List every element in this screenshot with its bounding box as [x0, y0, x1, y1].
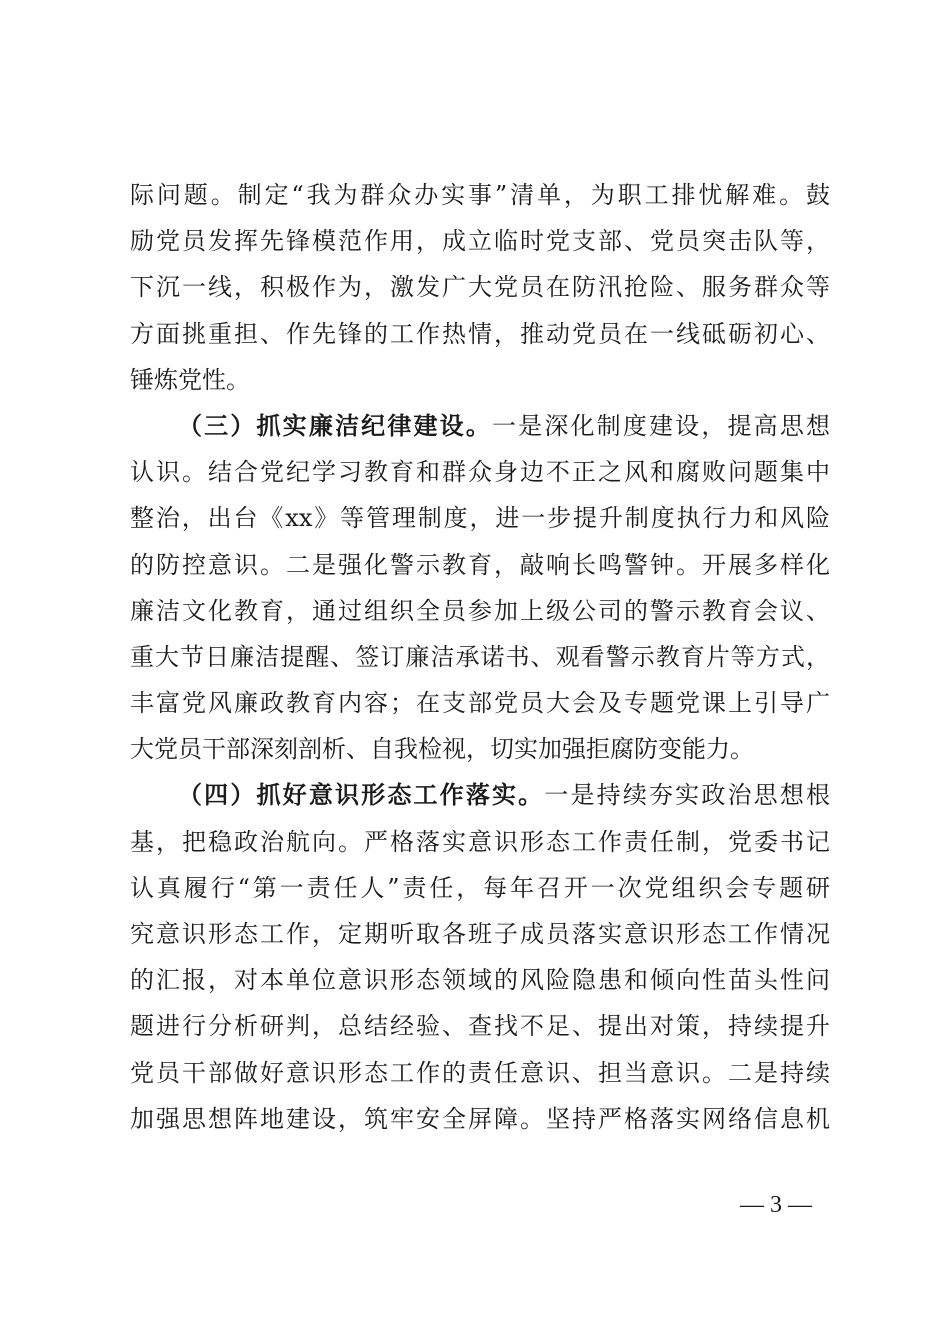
text-segment: 丰富党风廉政教育内容；在支部党员大会及专题党课上引导广 — [130, 689, 830, 718]
text-line — [130, 726, 830, 772]
page-number: — 3 — — [740, 1192, 812, 1218]
text-line — [130, 819, 830, 865]
text-line — [130, 495, 830, 541]
body-text — [130, 172, 830, 1142]
text-segment: 的汇报，对本单位意识形态领域的风险隐患和倾向性苗头性问 — [130, 966, 830, 995]
text-line — [130, 588, 830, 634]
text-segment: 际问题。制定“我为群众办实事”清单，为职工排忧解难。鼓 — [130, 181, 830, 209]
text-segment: 一是深化制度建设，提高思想 — [492, 411, 830, 440]
text-line — [130, 911, 830, 957]
text-line — [130, 1003, 830, 1049]
text-line — [130, 957, 830, 1003]
text-segment: 重大节日廉洁提醒、签订廉洁承诺书、观看警示教育片等方式， — [130, 642, 830, 671]
text-line — [130, 172, 830, 218]
section-heading: （四）抓好意识形态工作落实。 — [178, 780, 545, 810]
text-line — [130, 357, 830, 403]
section-heading: （三）抓实廉洁纪律建设。 — [178, 410, 492, 440]
text-line — [130, 542, 830, 588]
text-segment: 题进行分析研判，总结经验、查找不足、提出对策，持续提升 — [130, 1012, 830, 1041]
text-segment: 认真履行“第一责任人”责任，每年召开一次党组织会专题研 — [130, 873, 830, 902]
text-segment: 方面挑重担、作先锋的工作热情，推动党员在一线砥砺初心、 — [130, 319, 830, 348]
paragraph-first-line — [130, 772, 830, 818]
text-segment: 党员干部做好意识形态工作的责任意识、担当意识。二是持续 — [130, 1058, 830, 1087]
text-line — [130, 1096, 830, 1142]
text-line — [130, 218, 830, 264]
text-segment: 一是持续夯实政治思想根 — [544, 781, 831, 810]
text-segment: 励党员发挥先锋模范作用，成立临时党支部、党员突击队等， — [130, 227, 830, 256]
text-segment: 锤炼党性。 — [130, 365, 250, 394]
paragraph-first-line — [130, 403, 830, 449]
text-line — [130, 680, 830, 726]
text-line — [130, 311, 830, 357]
text-segment: 的防控意识。二是强化警示教育，敲响长鸣警钟。开展多样化 — [130, 550, 830, 579]
text-segment: 大党员干部深刻剖析、自我检视，切实加强拒腐防变能力。 — [130, 735, 754, 764]
text-line — [130, 264, 830, 310]
text-line — [130, 1050, 830, 1096]
text-segment: 究意识形态工作，定期听取各班子成员落实意识形态工作情况 — [130, 920, 830, 948]
text-segment: 加强思想阵地建设，筑牢安全屏障。坚持严格落实网络信息机 — [130, 1104, 830, 1133]
text-segment: 廉洁文化教育，通过组织全员参加上级公司的警示教育会议、 — [130, 596, 830, 625]
text-segment: 整治，出台《xx》等管理制度，进一步提升制度执行力和风险 — [130, 504, 830, 533]
text-segment: 基，把稳政治航向。严格落实意识形态工作责任制，党委书记 — [130, 827, 830, 856]
text-line — [130, 634, 830, 680]
text-line — [130, 449, 830, 495]
text-segment: 下沉一线，积极作为，激发广大党员在防汛抢险、服务群众等 — [130, 273, 830, 302]
text-line — [130, 865, 830, 911]
text-segment: 认识。结合党纪学习教育和群众身边不正之风和腐败问题集中 — [130, 458, 830, 487]
